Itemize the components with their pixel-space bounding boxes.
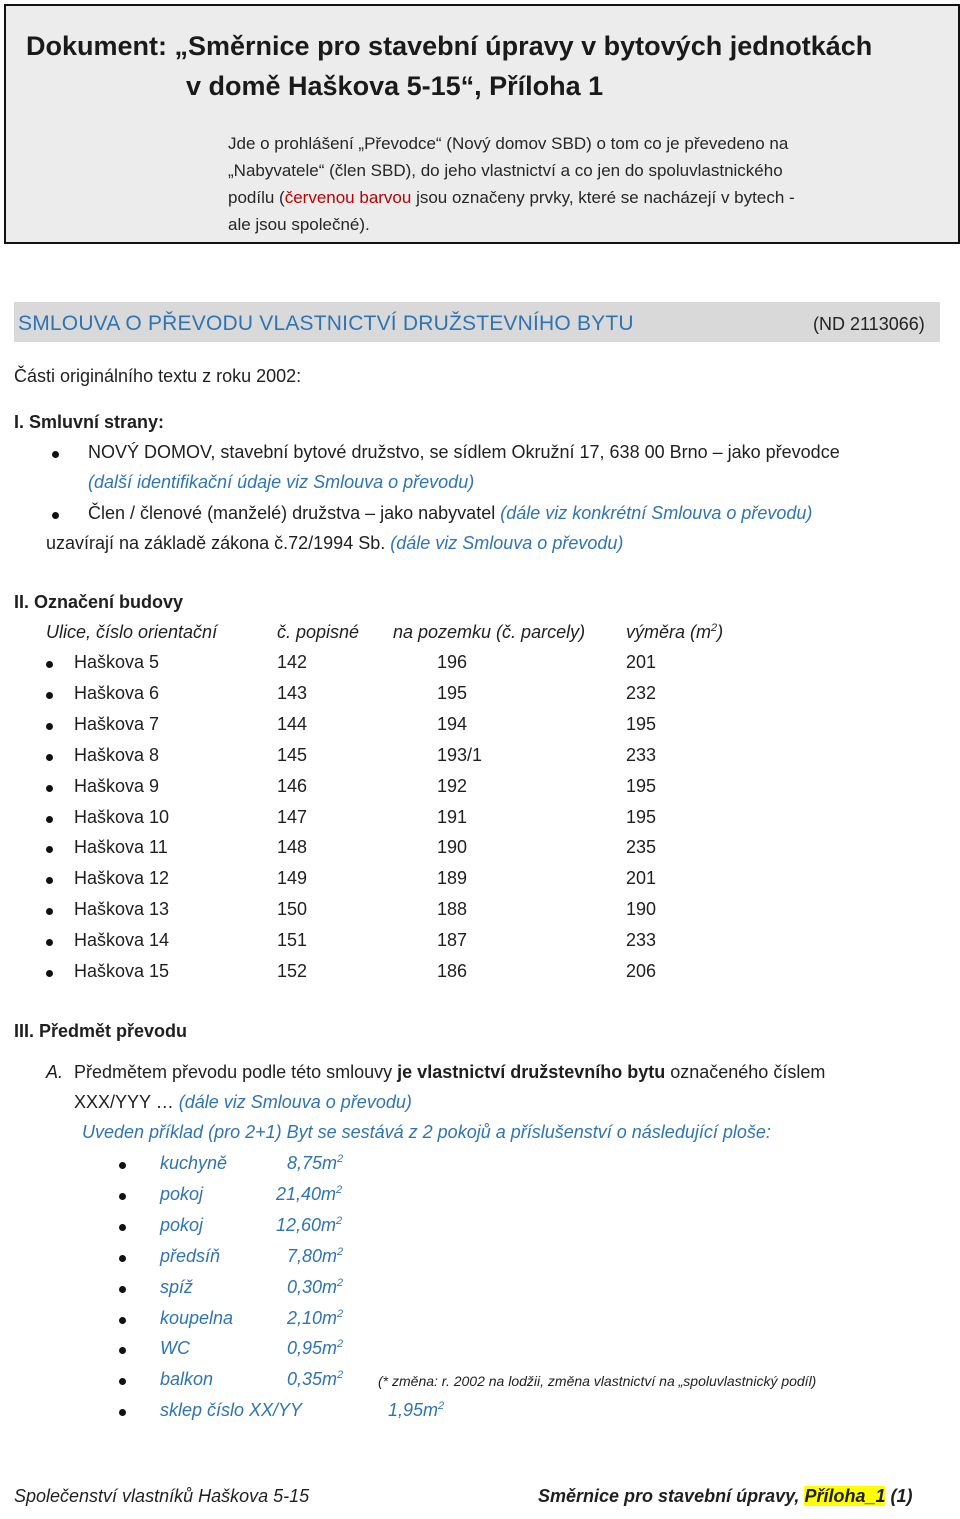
intro-line-3-post: jsou označeny prvky, které se nacházejí v bytech - [411,188,795,207]
item-a-bold: je vlastnictví družstevního bytu [397,1062,666,1082]
room-area-unit-sup: 2 [336,1214,343,1227]
room-area-unit-sup: 2 [337,1307,344,1320]
room-area-value: 0,30m [287,1276,338,1297]
room-area-unit-sup: 2 [337,1245,344,1258]
cell-street: Haškova 7 [74,713,160,734]
footer-page: (1) [885,1486,913,1506]
cell-area: 201 [626,868,657,889]
room-area [287,1246,343,1267]
room-area-value: 12,60m [276,1214,337,1235]
cell-parcel: 194 [437,713,468,734]
room-area-value: 7,80m [287,1245,338,1266]
example-text: Uveden příklad (pro 2+1) Byt se sestává z 2 pokojů a příslušenství o následující ploše: [82,1122,771,1142]
room-area [287,1277,343,1298]
bullet-icon [119,1193,126,1200]
bullet-icon [46,908,53,915]
cell-area: 195 [626,775,657,796]
cell-street: Haškova 13 [74,899,170,920]
cell-parcel: 191 [437,806,468,827]
room-area-unit-sup: 2 [337,1369,344,1382]
item-a-code: XXX/YYY … [74,1092,174,1112]
cell-house-number: 149 [277,868,308,889]
section-1-heading: I. Smluvní strany: [14,412,165,432]
cell-house-number: 147 [277,806,308,827]
cell-house-number: 152 [277,961,308,981]
cell-parcel: 195 [437,682,468,703]
cell-parcel: 196 [437,652,468,672]
bullet-icon [119,1255,126,1262]
red-color-text: červenou barvou [284,188,412,207]
room-area [287,1338,343,1359]
section-1-closing [46,533,623,554]
party-2 [88,503,812,524]
bullet-icon [46,816,53,823]
bullet-icon [119,1409,126,1416]
bullet-icon [52,451,59,458]
item-a-label: A. [46,1062,64,1082]
room-name: spíž [160,1276,194,1297]
cell-house-number: 150 [277,899,308,920]
cell-street: Haškova 9 [74,775,160,796]
bullet-icon [46,692,53,699]
cell-street: Haškova 15 [74,961,170,981]
room-name: kuchyně [160,1153,228,1173]
contract-number: (ND 2113066) [813,314,925,334]
room-name: sklep číslo XX/YY [160,1400,303,1421]
party-2-text: Člen / členové (manželé) družstva – jako nabyvatel [88,503,496,523]
cell-house-number: 146 [277,775,308,796]
cell-house-number: 148 [277,837,308,858]
cell-street: Haškova 12 [74,868,170,889]
footer-right [538,1486,912,1507]
col-area: výměra $(m^2)$ [626,622,724,642]
bullet-icon [119,1224,126,1231]
cell-house-number: 142 [277,652,308,672]
room-name: WC [160,1338,190,1359]
cell-parcel: 186 [437,961,468,981]
room-area-unit-sup: 2 [337,1153,344,1165]
room-area-unit-sup: 2 [337,1338,344,1351]
item-a-line-2 [74,1092,412,1113]
bullet-icon [119,1347,126,1354]
room-name: koupelna [160,1307,234,1328]
bullet-icon [119,1162,126,1169]
cell-area: 232 [626,682,657,703]
room-area [287,1153,343,1174]
title-line-2: v domě Haškova 5-15“, Příloha 1 [186,71,604,101]
title-line-1: Dokument: „Směrnice pro stavební úpravy v bytových jednotkách [26,31,873,61]
cell-street: Haškova 5 [74,652,160,672]
col-house-number: č. popisné [277,622,360,642]
party-1-note: (další identifikační údaje viz Smlouva o převodu) [88,472,475,492]
cell-area: 190 [626,899,657,920]
footer-left: Společenství vlastníků Haškova 5-15 [14,1486,310,1506]
cell-parcel: 190 [437,837,468,858]
cell-area: 206 [626,961,657,981]
bullet-icon [46,754,53,761]
cell-street: Haškova 6 [74,682,160,703]
intro-line-4: ale jsou společné). [228,215,370,234]
document-title [26,26,872,106]
cell-house-number: 144 [277,713,308,734]
intro-line-3 [228,184,795,211]
room-name: předsíň [160,1245,221,1266]
col-street: Ulice, číslo orientační [46,622,218,642]
original-text-label: Části originálního textu z roku 2002: [14,366,302,386]
col-parcel: na pozemku (č. parcely) [393,622,586,642]
cell-street: Haškova 11 [74,837,168,858]
room-name: pokoj [160,1214,204,1235]
item-a-pre: Předmětem převodu podle této smlouvy [74,1062,398,1082]
balkon-note: (* změna: r. 2002 na lodžii, změna vlastnictví na „spoluvlastnický podíl) [378,1373,817,1389]
room-area-value: 2,10m [287,1307,338,1328]
room-name: balkon [160,1369,214,1390]
room-area [276,1184,342,1205]
bullet-icon [46,970,53,977]
footer-right-text: Směrnice pro stavební úpravy, [538,1486,805,1506]
room-area [287,1308,343,1329]
cell-parcel: 188 [437,899,468,920]
room-area-unit-sup: 2 [336,1183,343,1196]
intro-line-2: „Nabyvatele“ (člen SBD), do jeho vlastnictví a co jen do spoluvlastnického [228,161,783,180]
section-2-heading: II. Označení budovy [14,592,184,612]
cell-area: 195 [626,806,657,827]
cell-area: 233 [626,930,657,951]
room-area-value: 21,40m [276,1183,337,1204]
cell-house-number: 143 [277,682,308,703]
party-1-text: NOVÝ DOMOV, stavební bytové družstvo, se sídlem Okružní 17, 638 00 Brno – jako převodce [88,442,840,462]
bullet-icon [46,939,53,946]
cell-area: 233 [626,744,657,765]
cell-area: 201 [626,652,657,672]
room-area-value: 8,75m [287,1153,338,1173]
section-3-heading: III. Předmět převodu [14,1021,188,1041]
room-area-value: 0,95m [287,1338,338,1359]
room-area [276,1215,342,1236]
closing-note: (dále viz Smlouva o převodu) [390,533,624,553]
intro-line-1: Jde o prohlášení „Převodce“ (Nový domov SBD) o tom co je převedeno na [228,134,789,153]
intro-line-3-pre: podílu ( [228,188,285,207]
item-a-text [74,1062,825,1083]
party-2-note: (dále viz konkrétní Smlouva o převodu) [500,503,813,523]
room-area [388,1400,444,1421]
bullet-icon [46,661,53,668]
bullet-icon [119,1317,126,1324]
bullet-icon [119,1378,126,1385]
room-area-value: 1,95m [388,1400,439,1421]
cell-street: Haškova 8 [74,744,160,765]
room-area-unit-sup: 2 [438,1400,445,1413]
cell-street: Haškova 14 [74,930,170,951]
cell-area: 235 [626,837,657,858]
room-name: pokoj [160,1183,204,1204]
cell-parcel: 189 [437,868,468,889]
room-area-unit-sup: 2 [337,1276,344,1289]
bullet-icon [46,877,53,884]
room-area-value: 0,35m [287,1369,338,1390]
cell-parcel: 192 [437,775,468,796]
closing-text: uzavírají na základě zákona č.72/1994 Sb. [46,533,386,553]
bullet-icon [52,512,59,519]
item-a-post: označeného číslem [665,1062,826,1082]
footer-highlight: Příloha_1 [804,1486,886,1506]
cell-area: 195 [626,713,657,734]
contract-title: SMLOUVA O PŘEVODU VLASTNICTVÍ DRUŽSTEVNÍHO BYTU [18,312,634,335]
cell-parcel: 187 [437,930,468,951]
room-area [287,1369,343,1390]
intro-paragraph [228,130,795,238]
bullet-icon [46,723,53,730]
cell-street: Haškova 10 [74,806,170,827]
cell-house-number: 145 [277,744,308,765]
cell-house-number: 151 [277,930,308,951]
bullet-icon [46,785,53,792]
item-a-note: (dále viz Smlouva o převodu) [178,1092,412,1112]
bullet-icon [46,846,53,853]
bullet-icon [119,1286,126,1293]
cell-parcel: 193/1 [437,744,483,765]
